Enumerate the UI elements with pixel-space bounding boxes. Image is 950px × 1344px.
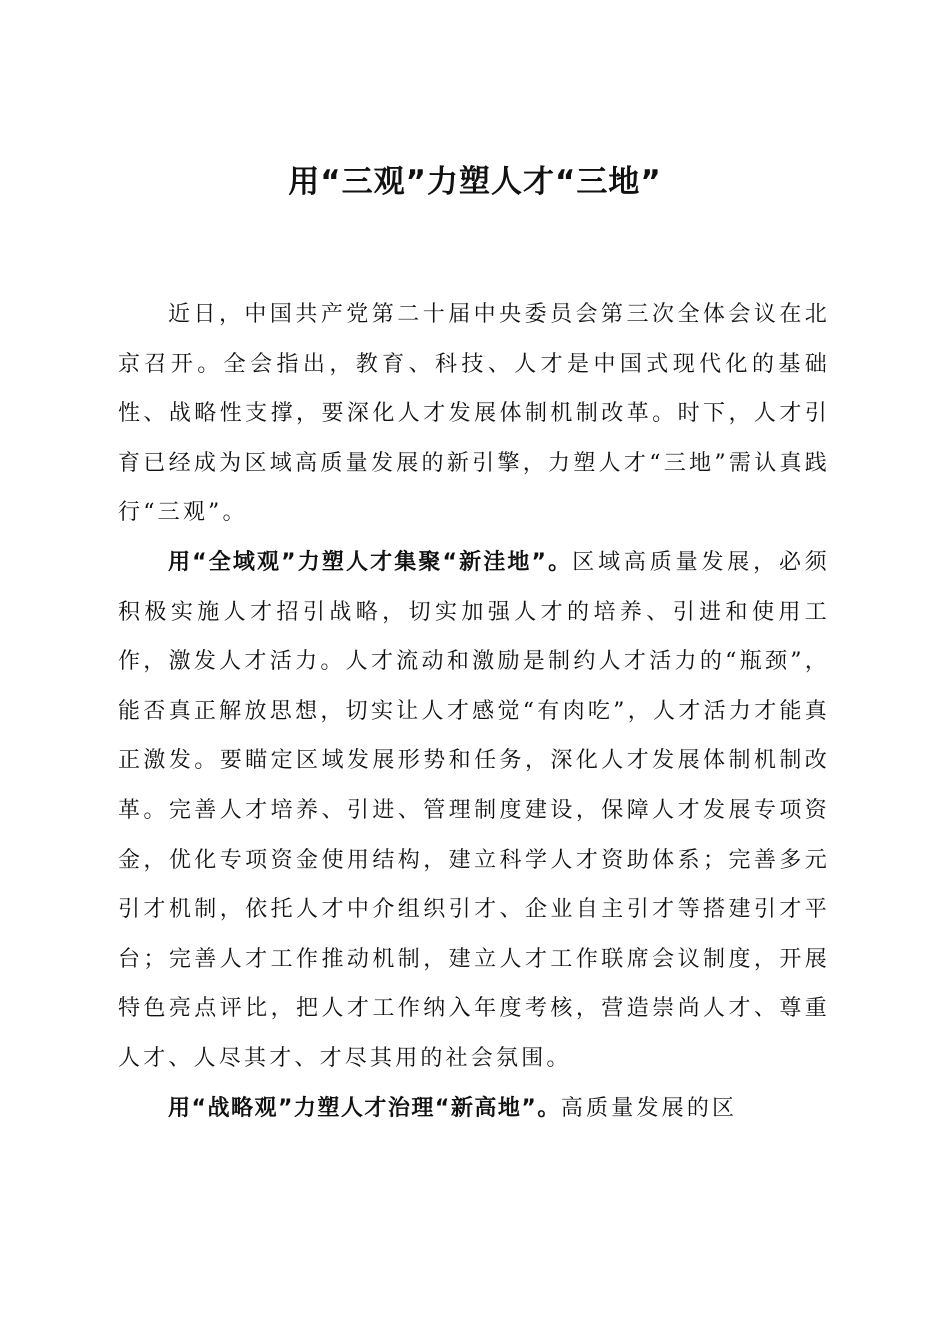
paragraph-intro [118,290,830,538]
document-title: 用“三观”力塑人才“三地” [288,164,662,200]
paragraph-holistic-view [118,538,830,1084]
paragraph-lead: 用“战略观”力塑人才治理“新高地”。 [168,1095,561,1121]
paragraph-text: 近日，中国共产党第二十届中央委员会第三次全体会议在北京召开。全会指出，教育、科技、人才是中国式现代化的基础性、战略性支撑，要深化人才发展体制机制改革。时下，人才引育已经成为区域高质量发展的新引擎，力塑人才“三地”需认真践行“三观”。 [118,302,830,526]
document-body [118,290,830,1133]
paragraph-text: 区域高质量发展，必须积极实施人才招引战略，切实加强人才的培养、引进和使用工作，激发人才活力。人才流动和激励是制约人才活力的“瓶颈”，能否真正解放思想，切实让人才感觉“有肉吃”，人才活力才能真正激发。要瞄定区域发展形势和任务，深化人才发展体制机制改革。完善人才培养、引进、管理制度建设，保障人才发展专项资金，优化专项资金使用结构，建立科学人才资助体系；完善多元引才机制，依托人才中介组织引才、企业自主引才等搭建引才平台；完善人才工作推动机制，建立人才工作联席会议制度，开展特色亮点评比，把人才工作纳入年度考核，营造崇尚人才、尊重人才、人尽其才、才尽其用的社会氛围。 [118,549,830,1071]
paragraph-lead: 用“全域观”力塑人才集聚“新洼地”。 [168,549,573,575]
paragraph-text: 高质量发展的区 [560,1095,738,1121]
paragraph-strategic-view [118,1084,830,1134]
